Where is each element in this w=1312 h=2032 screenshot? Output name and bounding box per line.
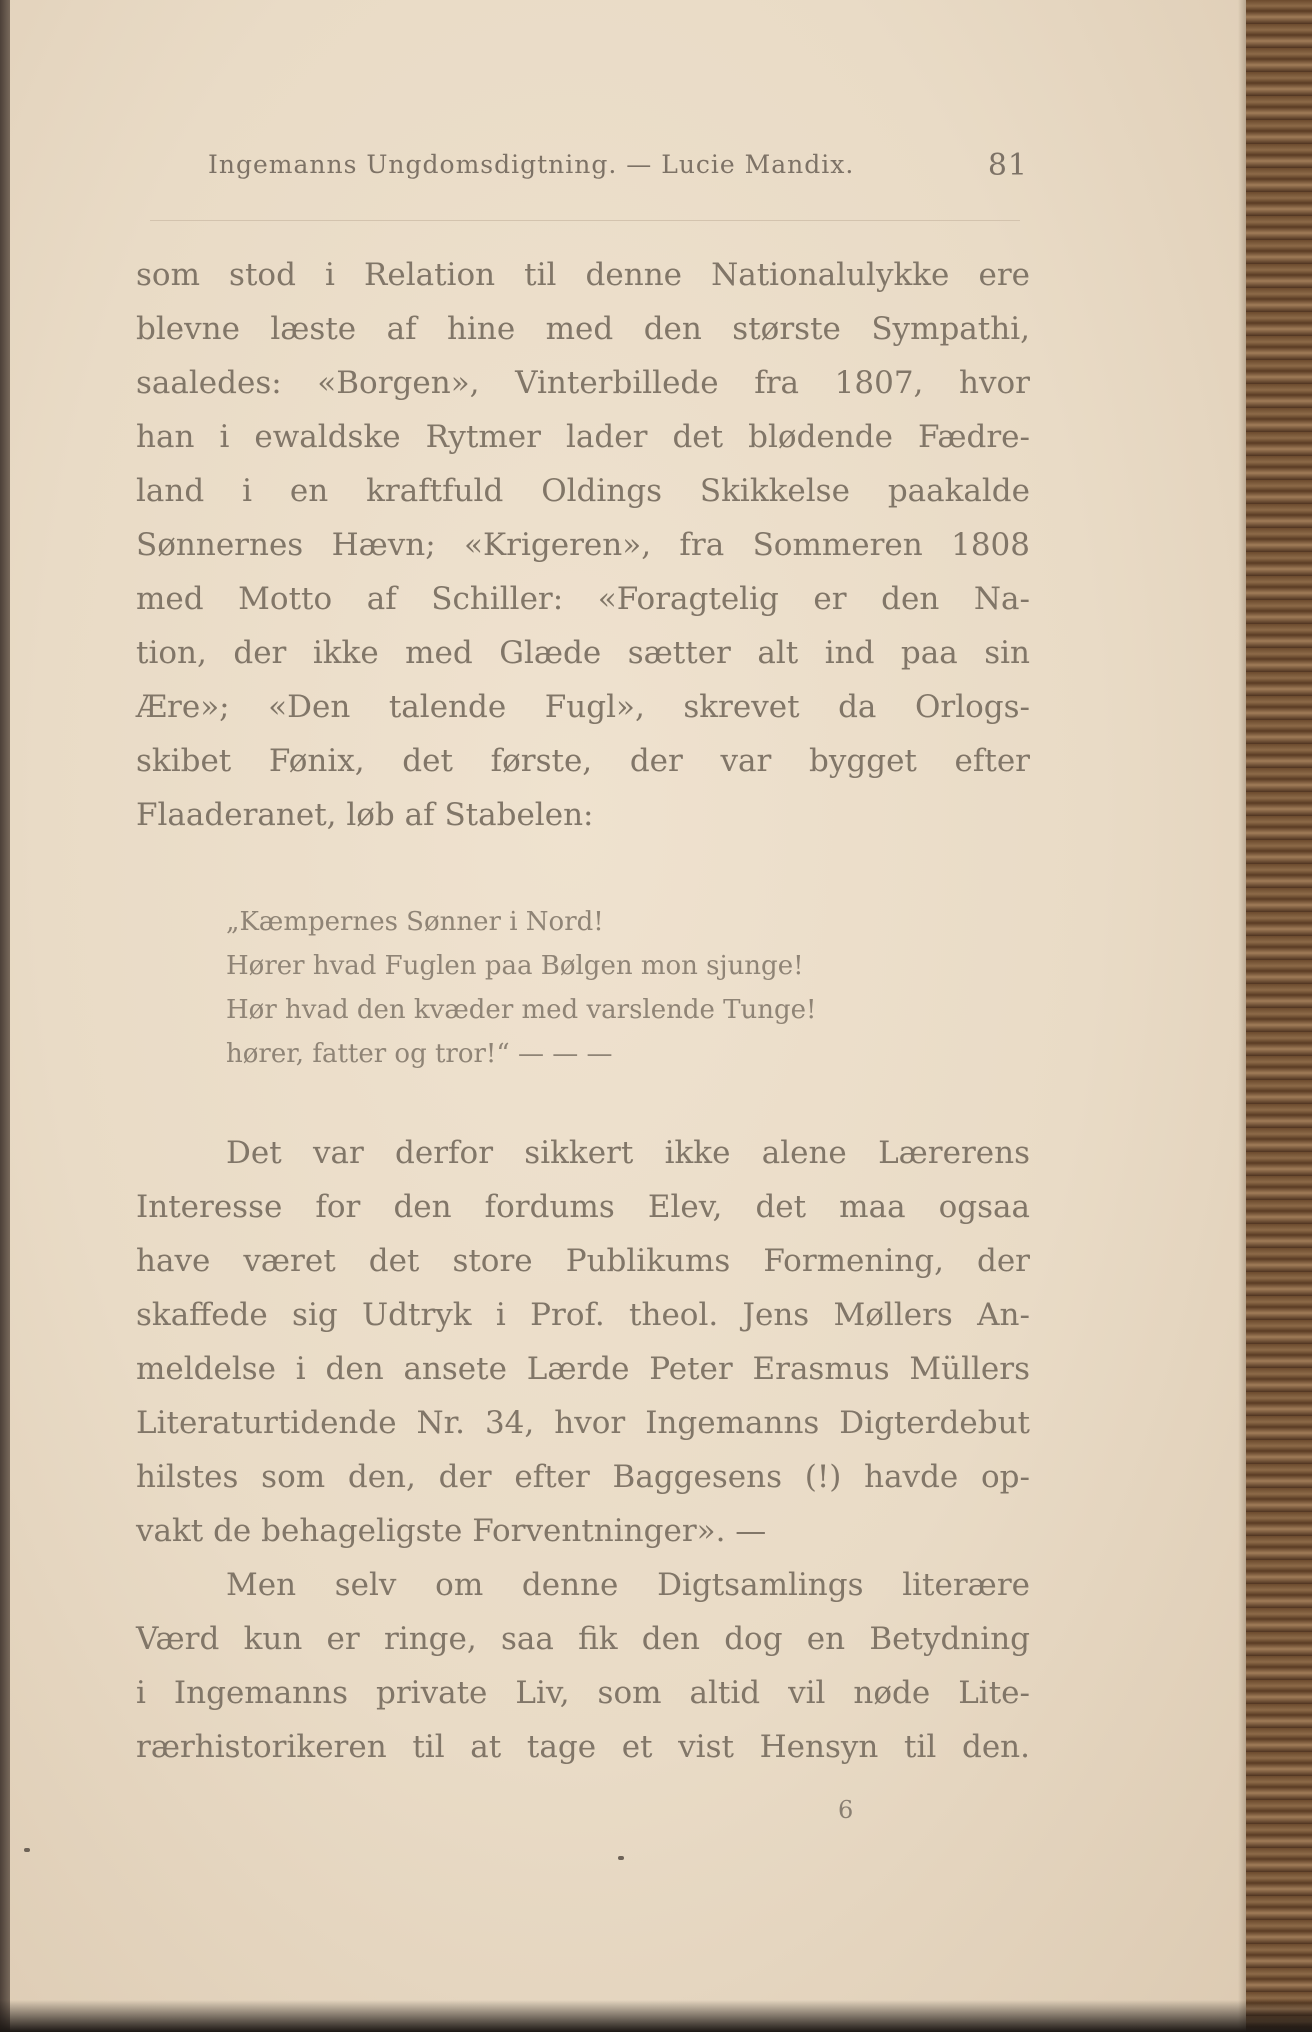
bottom-shadow [0,2000,1312,2032]
text-line: han i ewaldske Rytmer lader det blødende Fædre- [136,419,1030,455]
text-line: rærhistorikeren til at tage et vist Hensyn til den. [136,1729,1030,1765]
text-line: land i en kraftfuld Oldings Skikkelse paakalde [136,473,1030,509]
page-number: 81 [987,148,1028,183]
text-line: skaffede sig Udtryk i Prof. theol. Jens Møllers An- [136,1297,1030,1333]
text-line: tion, der ikke med Glæde sætter alt ind paa sin [136,635,1030,671]
text-line: vakt de behageligste Forventninger». — [136,1513,767,1549]
ink-speck [618,1856,624,1860]
text-line: Interesse for den fordums Elev, det maa ogsaa [136,1189,1030,1225]
text-line: i Ingemanns private Liv, som altid vil nøde Lite- [136,1675,1030,1711]
text-line: Literaturtidende Nr. 34, hvor Ingemanns Digterdebut [136,1405,1030,1441]
text-line: som stod i Relation til denne Nationalulykke ere [136,257,1030,293]
text-line: Men selv om denne Digtsamlings literære [226,1567,1030,1603]
text-line: Det var derfor sikkert ikke alene Lærerens [226,1135,1030,1171]
text-line: blevne læste af hine med den største Sympathi, [136,311,1030,347]
poem-line: Hør hvad den kvæder med varslende Tunge! [226,995,817,1025]
signature-number: 6 [838,1796,854,1824]
text-line: have været det store Publikums Formening, der [136,1243,1030,1279]
poem-quote [226,900,816,1076]
book-spine-edge [1246,0,1312,2032]
header-rule [150,220,1020,221]
poem-line: Hører hvad Fuglen paa Bølgen mon sjunge! [226,951,804,981]
text-line: Ære»; «Den talende Fugl», skrevet da Orlogs- [136,689,1030,725]
running-title: Ingemanns Ungdomsdigtning. — Lucie Mandix. [208,150,855,179]
text-line: Flaaderanet, løb af Stabelen: [136,797,594,833]
text-line: meldelse i den ansete Lærde Peter Erasmus Müllers [136,1351,1030,1387]
text-line: hilstes som den, der efter Baggesens (!) havde op- [136,1459,1030,1495]
paragraph-2-and-3 [136,1126,1030,1774]
ink-speck [24,1848,30,1852]
paragraph-1 [136,248,1030,842]
poem-line: hører, fatter og tror!“ — — — [226,1039,613,1069]
text-line: saaledes: «Borgen», Vinterbillede fra 1807, hvor [136,365,1030,401]
text-line: Sønnernes Hævn; «Krigeren», fra Sommeren 1808 [136,527,1030,563]
running-header [208,150,1028,190]
text-line: Værd kun er ringe, saa fik den dog en Betydning [136,1621,1030,1657]
text-line: skibet Fønix, det første, der var bygget efter [136,743,1030,779]
text-line: med Motto af Schiller: «Foragtelig er den Na- [136,581,1030,617]
poem-line: „Kæmpernes Sønner i Nord! [226,907,604,937]
